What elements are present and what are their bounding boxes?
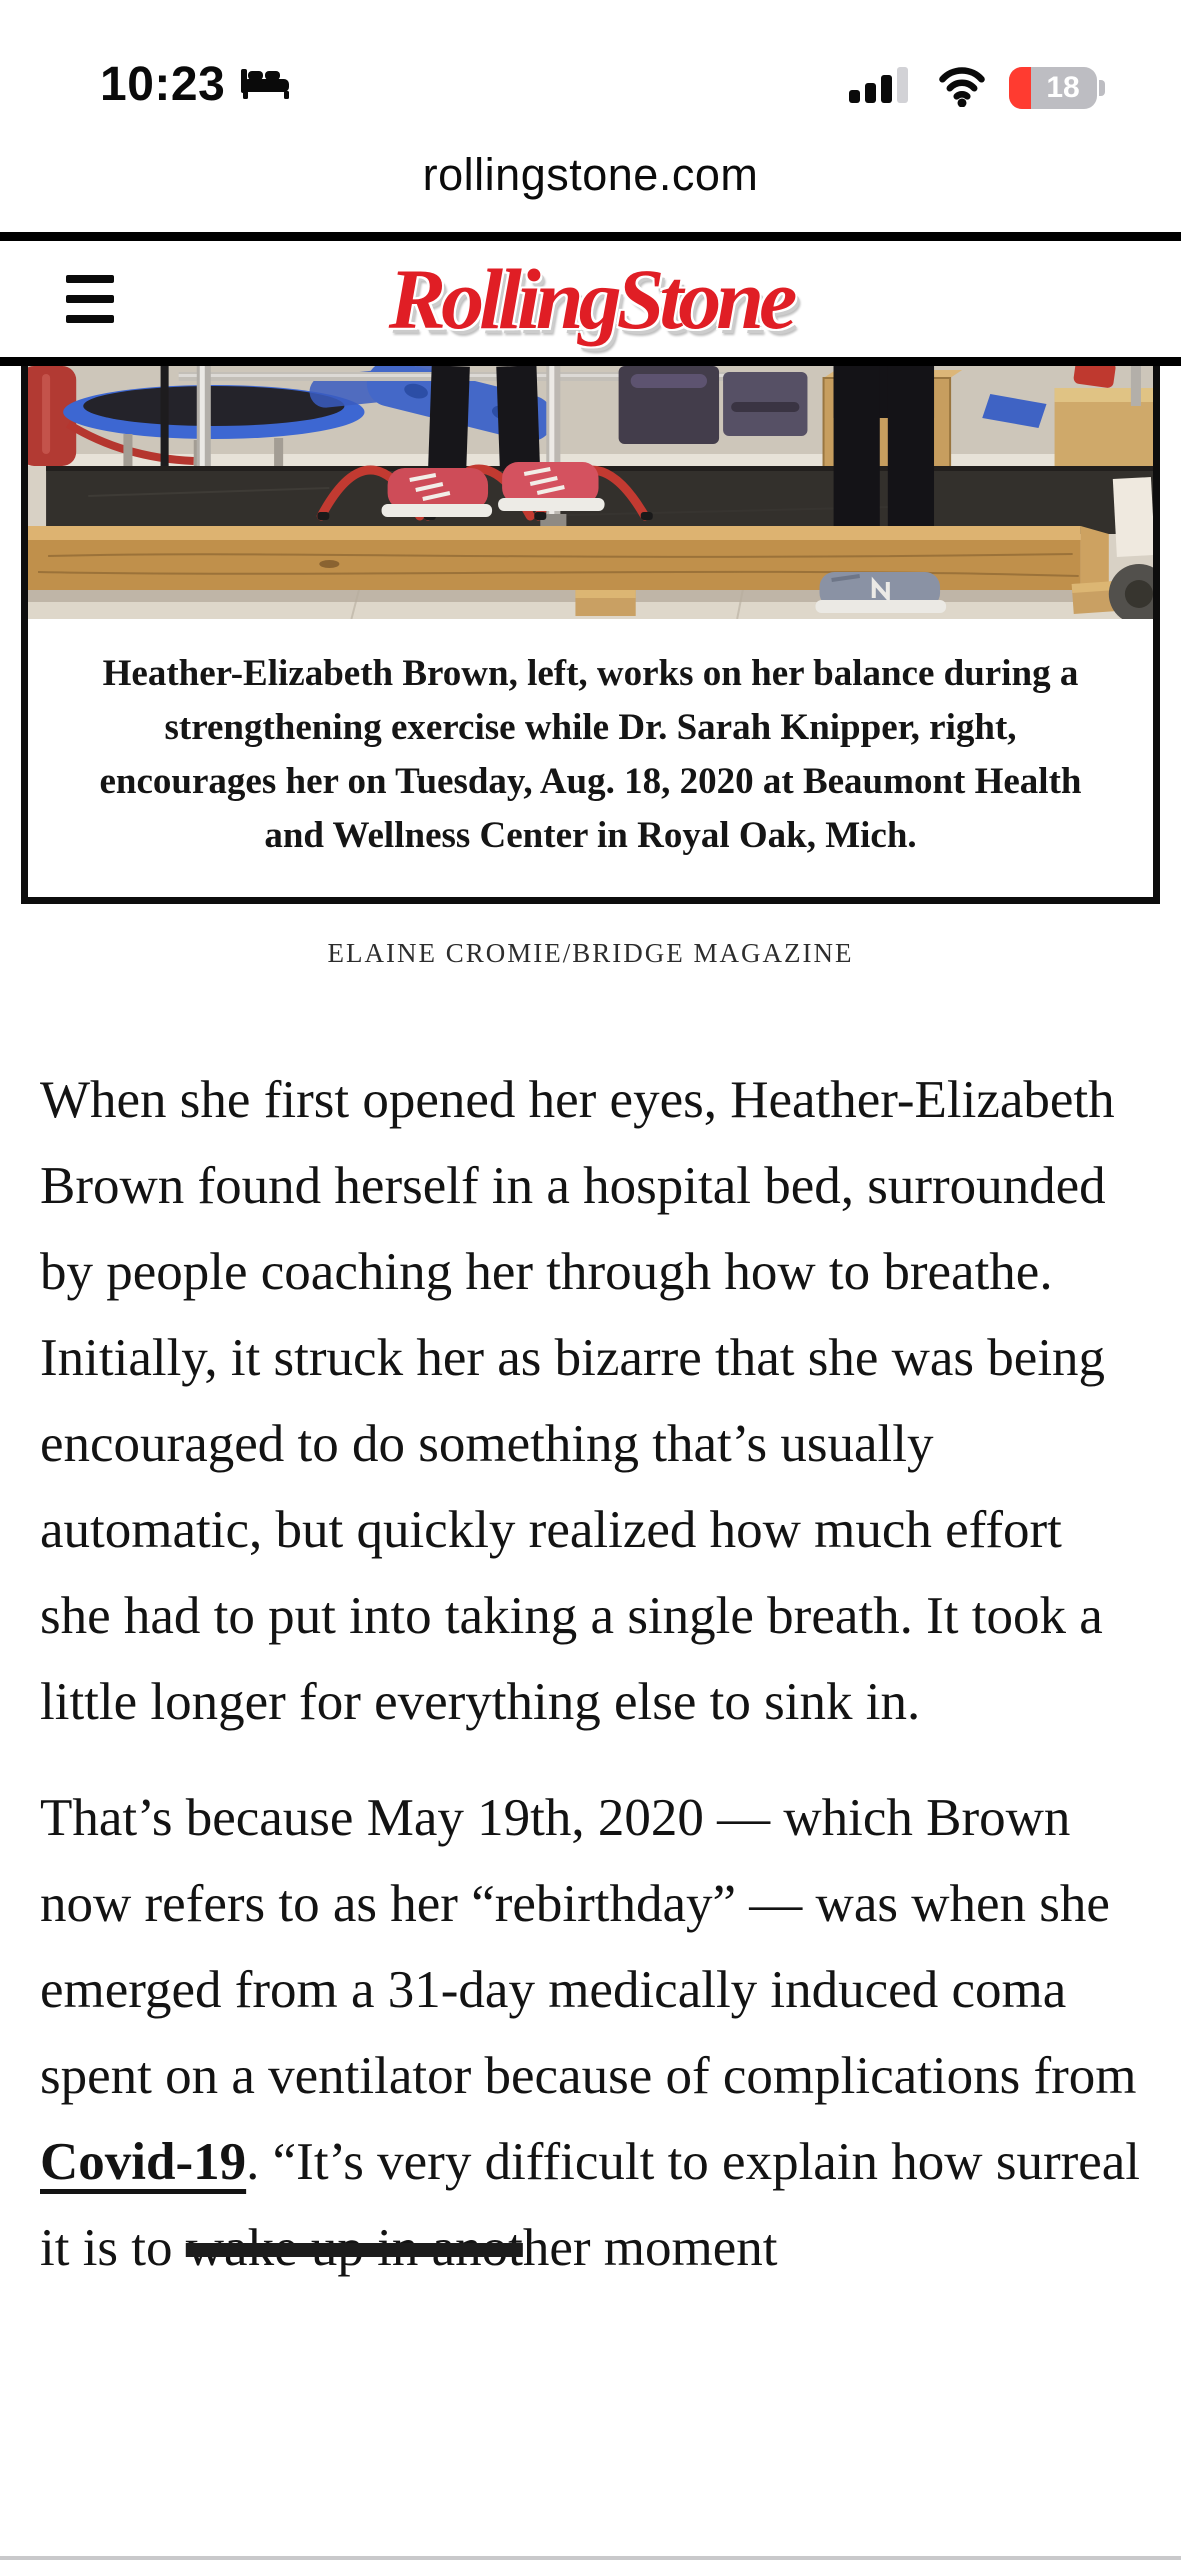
text-segment: . “It’s very difficult to explain how surreal it is to: [40, 2133, 1141, 2277]
browser-chrome: [0, 0, 1181, 241]
white-box: [1113, 477, 1153, 557]
text-segment: That’s because May 19th, 2020 — which Brown now refers to as her “rebirthday” — was when she emerged from a 31-day medically induced coma spent on a ventilator because of complications from: [40, 1789, 1137, 2105]
battery-fill: [1009, 67, 1031, 109]
covid-19-link[interactable]: Covid-19: [40, 2133, 247, 2191]
status-icons: [849, 63, 1097, 112]
struck-text: wake up in anot: [185, 2219, 523, 2277]
url-text[interactable]: rollingstone.com: [422, 149, 759, 200]
gray-sneaker: [816, 572, 947, 613]
site-header: [0, 241, 1181, 366]
paragraph: [40, 1057, 1141, 1745]
status-bar: [0, 0, 1181, 118]
article-photo: [28, 366, 1153, 619]
rollingstone-logo[interactable]: RollingStone: [388, 251, 793, 347]
hamburger-menu-icon[interactable]: [66, 275, 114, 323]
paragraph: [40, 1775, 1141, 2291]
foam-blocks: [619, 366, 808, 444]
balance-beam: [28, 526, 1109, 590]
article-figure: [21, 366, 1160, 904]
battery-nub: [1099, 80, 1105, 96]
clock-time: 10:23: [100, 58, 226, 111]
text-segment: When she first opened her eyes, Heather-Elizabeth Brown found herself in a hospital bed, surrounded by people coaching her through how to breathe. Initially, it struck her as bizarre that she was being encouraged to do something that’s usually automatic, but quickly realized how much effort she had to put into taking a single breath. It took a little longer for everything else to sink in.: [40, 1071, 1115, 1731]
article-body: [0, 1057, 1181, 2291]
status-time-group: [100, 57, 291, 112]
text-segment: her moment: [522, 2219, 778, 2277]
battery-icon: [1009, 67, 1097, 109]
photo-credit: ELAINE CROMIE/BRIDGE MAGAZINE: [327, 938, 854, 968]
photo-caption: Heather-Elizabeth Brown, left, works on her balance during a strengthening exercise while Dr. Sarah Knipper, right, encourages her on Tuesday, Aug. 18, 2020 at Beaumont Health and Wellness Center in Royal Oak, Mich.: [99, 653, 1082, 856]
bed-icon: [241, 64, 291, 105]
bottom-divider: [0, 2556, 1181, 2560]
battery-percent: 18: [1046, 70, 1080, 104]
wifi-icon: [933, 63, 991, 112]
cellular-signal-icon: [849, 64, 915, 111]
address-bar[interactable]: [0, 118, 1181, 232]
